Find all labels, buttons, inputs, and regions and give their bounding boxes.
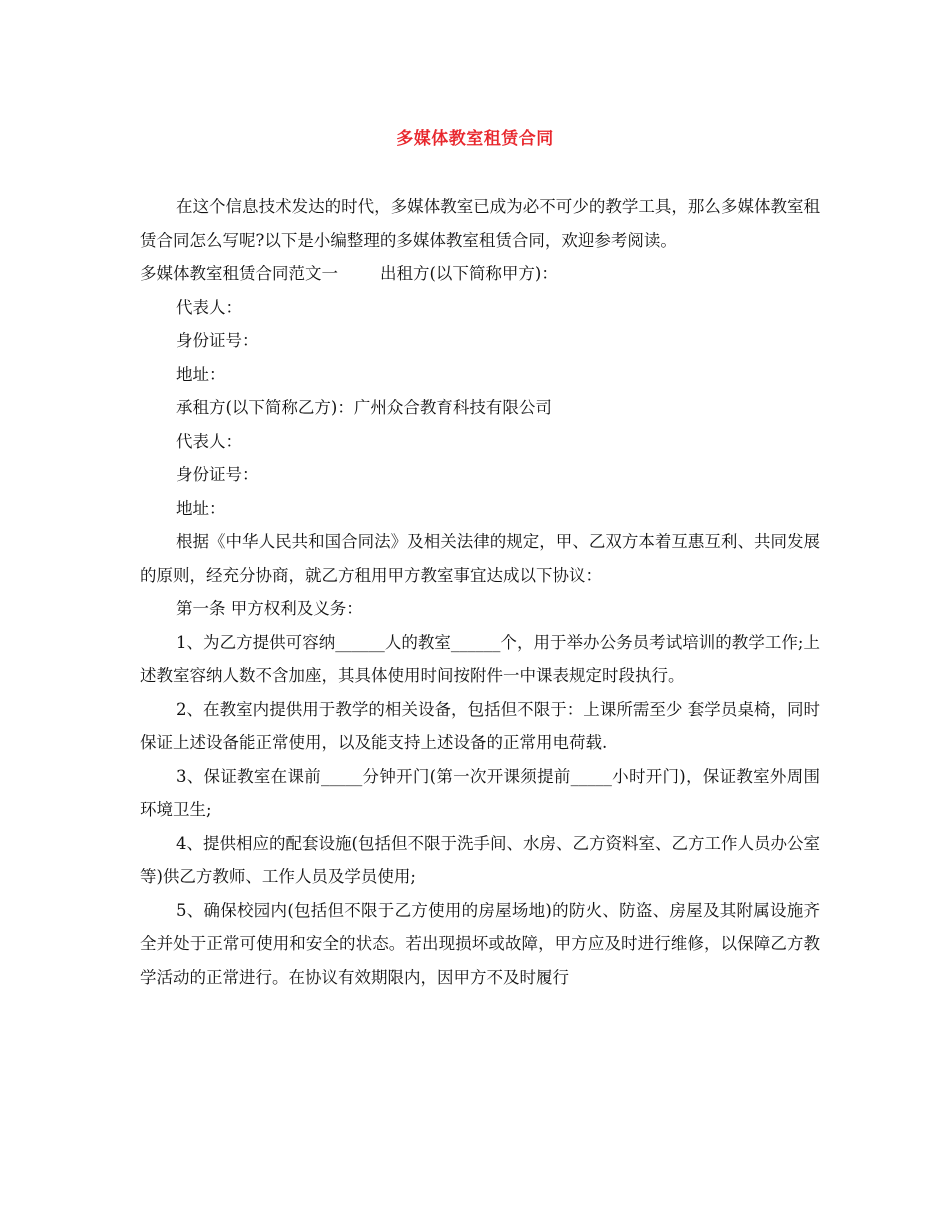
party-a-id-number: 身份证号： — [176, 331, 259, 350]
article-1-item-4: 4、提供相应的配套设施(包括但不限于洗手间、水房、乙方资料室、乙方工作人员办公室等)供乙方教师、工作人员及学员使用; — [140, 833, 820, 886]
party-a-representative: 代表人： — [176, 297, 242, 317]
sample-heading: 多媒体教室租赁合同范文一 — [140, 264, 338, 283]
lessee-line: 承租方(以下简称乙方)：广州众合教育科技有限公司 — [176, 398, 552, 417]
party-b-address: 地址： — [176, 498, 226, 518]
basis-paragraph: 根据《中华人民共和国合同法》及相关法律的规定，甲、乙双方本着互惠互利、共同发展的原则，经充分协商，就乙方租用甲方教室事宜达成以下协议： — [140, 532, 820, 585]
party-b-representative: 代表人： — [176, 431, 242, 451]
article-1-item-2: 2、在教室内提供用于教学的相关设备，包括但不限于：上课所需至少 套学员桌椅，同时保证上述设备能正常使用，以及能支持上述设备的正常用电荷载. — [140, 699, 820, 752]
lessor-line: 出租方(以下简称甲方)： — [380, 264, 558, 283]
article-1-item-1: 1、为乙方提供可容纳______人的教室______个，用于举办公务员考试培训的教学工作;上述教室容纳人数不含加座，其具体使用时间按附件一中课表规定时段执行。 — [140, 632, 820, 685]
article-1-item-3: 3、保证教室在课前_____分钟开门(第一次开课须提前_____小时开门)，保证教室外周围环境卫生; — [140, 766, 820, 819]
intro-paragraph: 在这个信息技术发达的时代，多媒体教室已成为必不可少的教学工具，那么多媒体教室租赁合同怎么写呢?以下是小编整理的多媒体教室租赁合同，欢迎参考阅读。 — [140, 197, 820, 250]
article-1-item-5: 5、确保校园内(包括但不限于乙方使用的房屋场地)的防火、防盗、房屋及其附属设施齐全并处于正常可使用和安全的状态。若出现损坏或故障，甲方应及时进行维修，以保障乙方教学活动的正常进行。在协议有效期限内，因甲方不及时履行 — [140, 900, 820, 987]
party-b-id-number: 身份证号： — [176, 465, 259, 484]
document-body — [140, 190, 820, 994]
party-a-address: 地址： — [176, 364, 226, 384]
sample-heading-line — [140, 257, 820, 291]
article-1-heading: 第一条 甲方权利及义务： — [176, 599, 363, 618]
document-title: 多媒体教室租赁合同 — [396, 129, 554, 149]
